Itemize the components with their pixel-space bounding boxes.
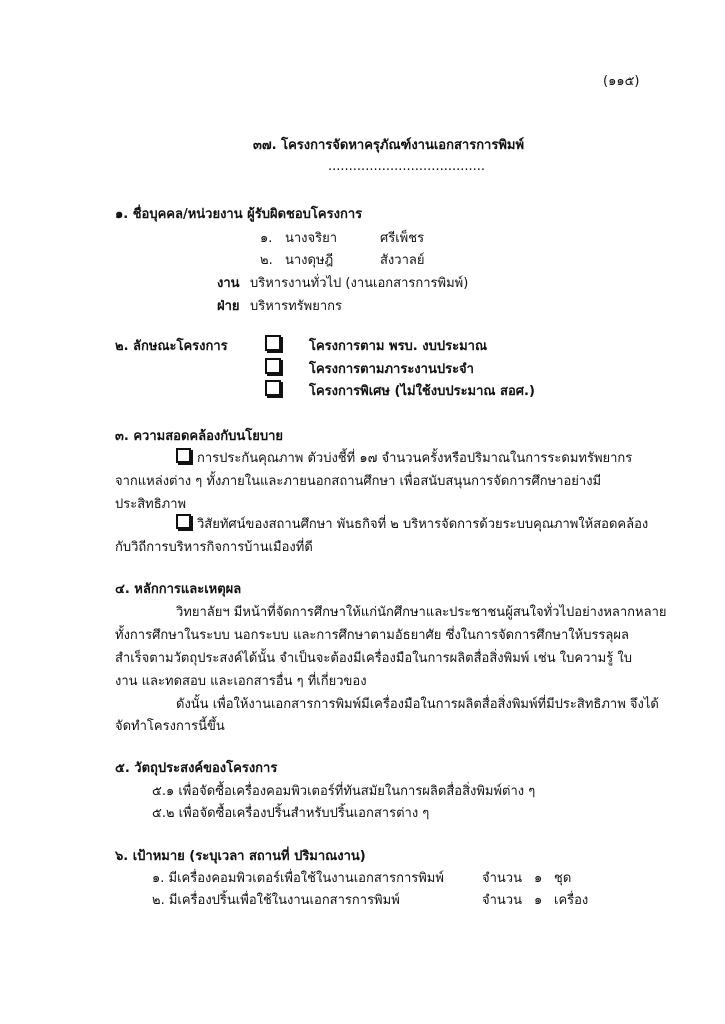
checkbox-icon [265, 380, 281, 396]
section-6-heading: ๖. เป้าหมาย (ระบุเวลา สถานที่ ปริมาณงาน) [115, 849, 366, 864]
title-dots: ...................................... [328, 159, 486, 174]
vision-text-1: วิสัยทัศน์ของสถานศึกษา พันธกิจที่ ๒ บริหารจัดการด้วยระบบคุณภาพให้สอดคล้อง [197, 517, 649, 532]
department-value: บริหารทรัพยากร [250, 299, 342, 314]
document-title: ๓๗. โครงการจัดหาครุภัณฑ์งานเอกสารการพิมพ์ [253, 138, 525, 153]
department-label: ฝ่าย [217, 299, 240, 314]
section-1-heading: ๑. ชื่อบุคคล/หน่วยงาน ผู้รับผิดชอบโครงการ [115, 207, 363, 222]
rationale-line-5: ดังนั้น เพื่อให้งานเอกสารการพิมพ์มีเครื่องมือในการผลิตสื่อสิ่งพิมพ์ที่มีประสิทธิภาพ จึงได้ [176, 697, 659, 712]
rationale-line-3: สำเร็จตามวัตถุประสงค์ได้นั้น จำเป็นจะต้องมีเครื่องมือในการผลิตสื่อสิ่งพิมพ์ เช่น ใบความรู้ ใบ [115, 651, 632, 666]
project-type-option-2-label: โครงการตามภาระงานประจำ [309, 362, 474, 377]
quality-assurance-line-3: ประสิทธิภาพ [115, 497, 187, 512]
checkbox-icon [176, 514, 191, 529]
person-1-last-name: ศรีเพ็ชร [380, 231, 425, 246]
work-label: งาน [217, 276, 240, 291]
quality-assurance-line-2: จากแหล่งต่าง ๆ ทั้งภายในและภายนอกสถานศึกษา เพื่อสนับสนุนการจัดการศึกษาอย่างมี [115, 474, 602, 489]
target-item-2-qty-label: จำนวน [482, 893, 522, 908]
project-type-option-2 [265, 358, 474, 379]
rationale-line-1: วิทยาลัยฯ มีหน้าที่จัดการศึกษาให้แก่นักศึกษาและประชาชนผู้สนใจทั่วไปอย่างหลากหลาย [176, 605, 667, 620]
vision-line-2: กับวิถีการบริหารกิจการบ้านเมืองที่ดี [115, 540, 313, 555]
vision-line-1 [176, 513, 648, 534]
section-5-heading: ๕. วัตถุประสงค์ของโครงการ [115, 761, 278, 776]
target-item-1-unit: ชุด [554, 871, 572, 886]
person-1-no: ๑. [260, 231, 273, 246]
quality-assurance-line-1 [176, 447, 632, 468]
project-type-option-3 [265, 380, 535, 401]
person-2-no: ๒. [260, 253, 273, 268]
section-4-heading: ๔. หลักการและเหตุผล [115, 582, 242, 597]
target-item-2: ๒. มีเครื่องปริ้นเพื่อใช้ในงานเอกสารการพิมพ์ [152, 893, 400, 908]
checkbox-icon [265, 358, 281, 374]
target-item-1-qty-label: จำนวน [482, 871, 522, 886]
objective-item-2: ๕.๒ เพื่อจัดซื้อเครื่องปริ้นสำหรับปริ้นเอกสารต่าง ๆ [152, 806, 430, 821]
checkbox-icon [176, 448, 191, 463]
person-2-last-name: สังวาลย์ [380, 253, 425, 268]
rationale-line-4: งาน และทดสอบ และเอกสารอื่น ๆ ที่เกี่ยวของ [115, 674, 367, 689]
target-item-1-qty: ๑ [534, 871, 543, 886]
project-type-option-1-label: โครงการตาม พรบ. งบประมาณ [309, 339, 488, 354]
project-type-option-3-label: โครงการพิเศษ (ไม่ใช้งบประมาณ สอศ.) [309, 384, 535, 399]
target-item-1: ๑. มีเครื่องคอมพิวเตอร์เพื่อใช้ในงานเอกสารการพิมพ์ [152, 871, 444, 886]
objective-item-1: ๕.๑ เพื่อจัดซื้อเครื่องคอมพิวเตอร์ที่ทันสมัยในการผลิตสื่อสิ่งพิมพ์ต่าง ๆ [152, 784, 536, 799]
quality-assurance-text-1: การประกันคุณภาพ ตัวบ่งชี้ที่ ๑๗ จำนวนครั้งหรือปริมาณในการระดมทรัพยากร [197, 451, 633, 466]
section-3-heading: ๓. ความสอดคล้องกับนโยบาย [115, 429, 283, 444]
page-number: (๑๑๕) [603, 74, 640, 89]
person-1-first-name: นางจริยา [285, 231, 338, 246]
target-item-2-qty: ๑ [534, 893, 543, 908]
person-2-first-name: นางดุษฎี [285, 253, 334, 268]
rationale-line-2: ทั้งการศึกษาในระบบ นอกระบบ และการศึกษาตามอัธยาศัย ซึ่งในการจัดการศึกษาให้บรรลุผล [115, 628, 629, 643]
project-type-option-1 [265, 335, 487, 356]
checkbox-icon [265, 335, 281, 351]
section-2-heading: ๒. ลักษณะโครงการ [115, 339, 228, 354]
target-item-2-unit: เครื่อง [554, 893, 589, 908]
rationale-line-6: จัดทำโครงการนี้ขึ้น [115, 719, 225, 734]
work-value: บริหารงานทั่วไป (งานเอกสารการพิมพ์) [250, 276, 469, 291]
